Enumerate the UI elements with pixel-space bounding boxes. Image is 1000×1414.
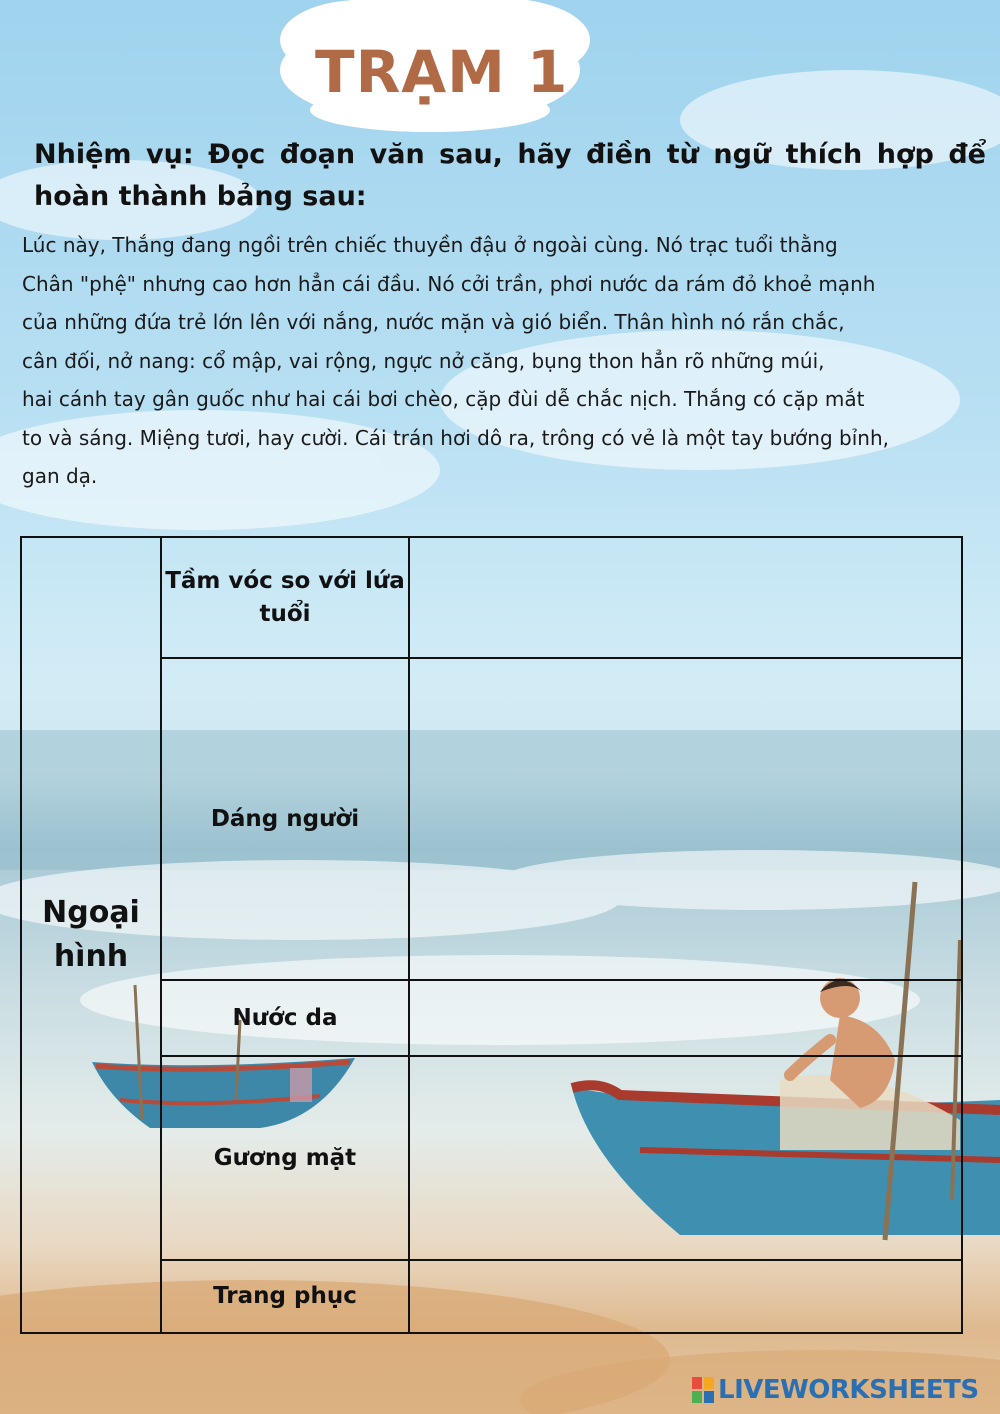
row-label-face: Gương mặt — [161, 1056, 409, 1260]
row-label-stature: Tầm vóc so với lứa tuổi — [161, 537, 409, 658]
page-title: TRẠM 1 — [315, 38, 569, 106]
answer-table — [20, 536, 963, 1334]
answer-input-body-shape[interactable] — [410, 657, 961, 977]
passage-line: Chân "phệ" nhưng cao hơn hẳn cái đầu. Nó cởi trần, phơi nước da rám đỏ khoẻ mạnh — [22, 271, 876, 296]
answer-cell-skin[interactable] — [409, 980, 962, 1056]
row-label-body-shape: Dáng người — [161, 658, 409, 980]
answer-input-skin[interactable] — [410, 979, 961, 1053]
passage-line: cân đối, nở nang: cổ mập, vai rộng, ngực nở căng, bụng thon hẳn rõ những múi, — [22, 348, 825, 373]
passage-line: to và sáng. Miệng tươi, hay cười. Cái trán hơi dô ra, trông có vẻ là một tay bướng bỉnh, — [22, 425, 889, 450]
passage-line: gan dạ. — [22, 464, 98, 488]
answer-cell-body-shape[interactable] — [409, 658, 962, 980]
liveworksheets-logo-icon — [692, 1377, 714, 1403]
answer-cell-clothing[interactable] — [409, 1260, 962, 1333]
row-label-clothing: Trang phục — [161, 1260, 409, 1333]
row-label-skin: Nước da — [161, 980, 409, 1056]
answer-input-face[interactable] — [410, 1055, 961, 1257]
category-cell — [21, 537, 161, 1333]
liveworksheets-brand: LIVEWORKSHEETS — [718, 1375, 979, 1405]
category-label: Ngoại hình — [42, 895, 140, 974]
task-instruction: Nhiệm vụ: Đọc đoạn văn sau, hãy điền từ ngữ thích hợp để hoàn thành bảng sau: — [34, 139, 986, 212]
answer-input-clothing[interactable] — [410, 1259, 961, 1330]
passage-line: hai cánh tay gân guốc như hai cái bơi chèo, cặp đùi dễ chắc nịch. Thắng có cặp mắt — [22, 387, 865, 411]
passage-line: của những đứa trẻ lớn lên với nắng, nước mặn và gió biển. Thân hình nó rắn chắc, — [22, 310, 845, 334]
answer-cell-face[interactable] — [409, 1056, 962, 1260]
reading-passage — [22, 226, 982, 496]
answer-cell-stature[interactable] — [409, 537, 962, 658]
answer-input-stature[interactable] — [410, 536, 961, 655]
passage-line: Lúc này, Thắng đang ngồi trên chiếc thuyền đậu ở ngoài cùng. Nó trạc tuổi thằng — [22, 233, 838, 257]
liveworksheets-footer — [692, 1372, 992, 1408]
